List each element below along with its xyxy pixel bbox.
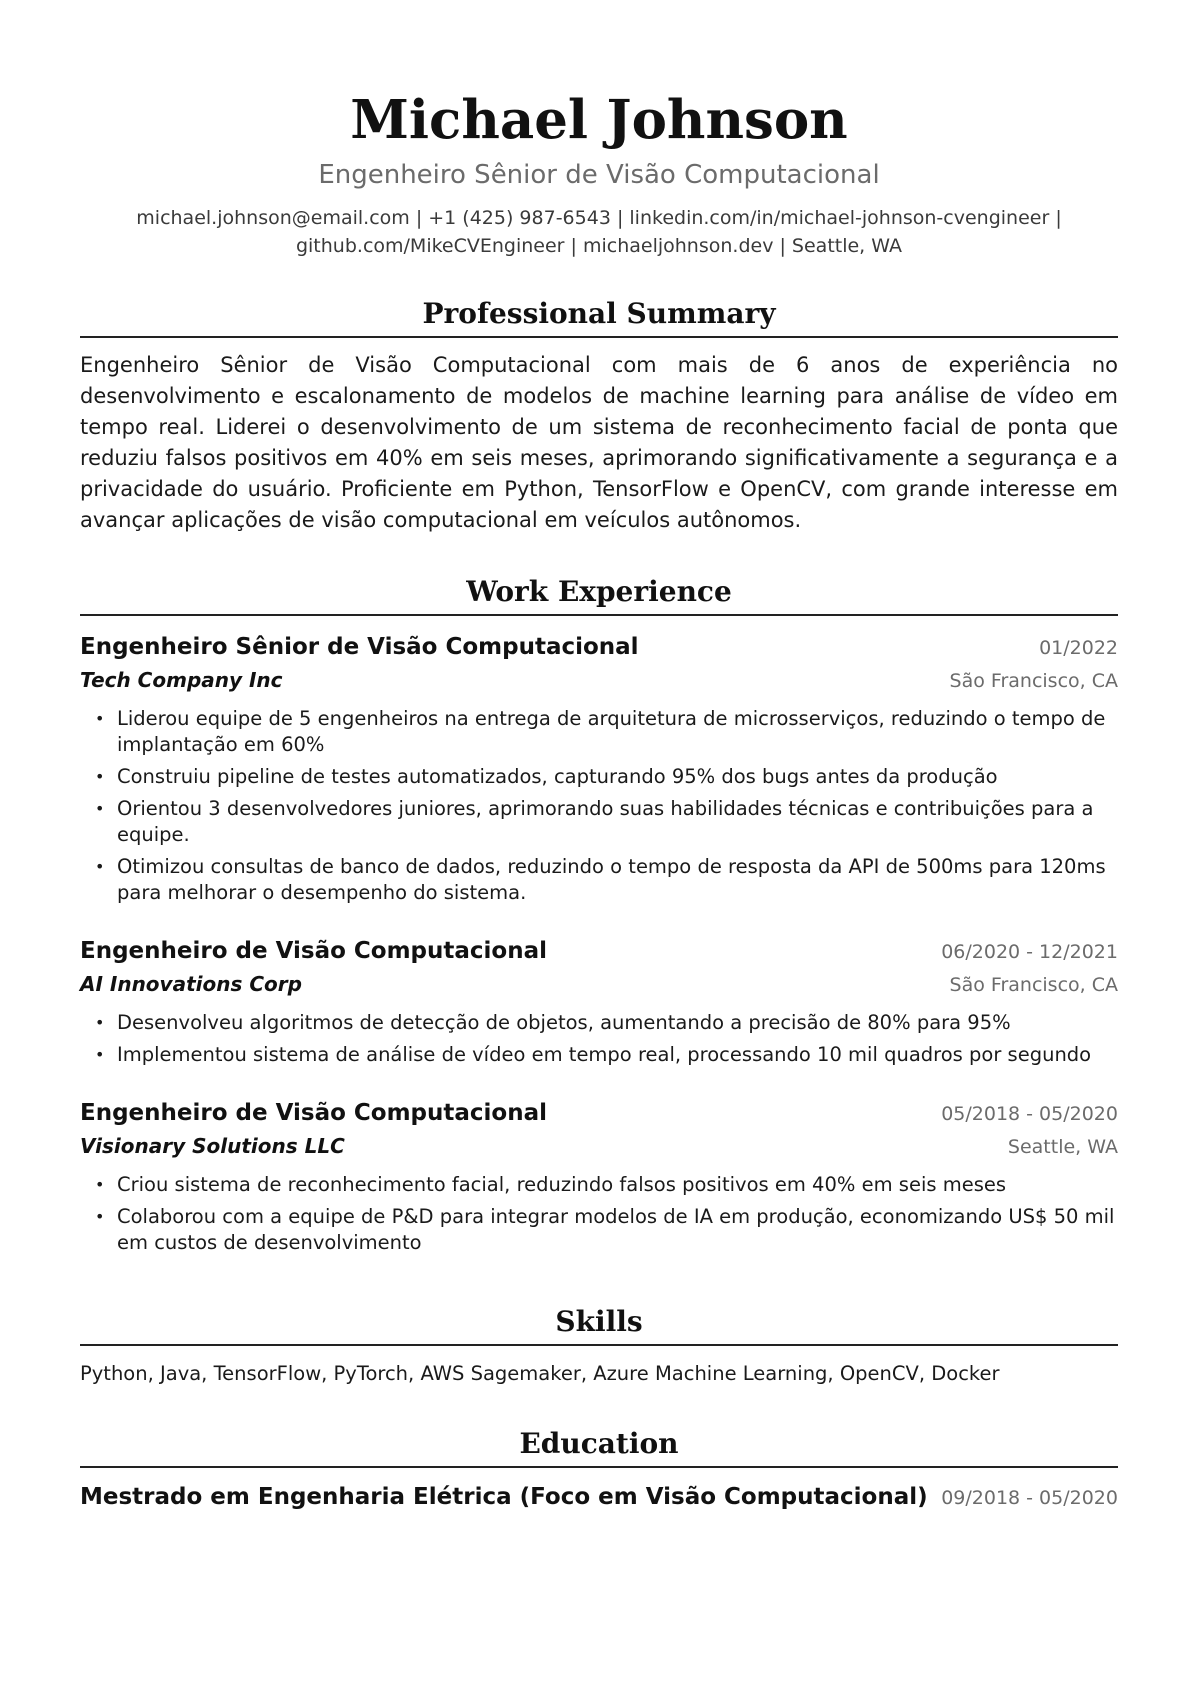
resume-page — [80, 0, 1118, 1514]
job-title: Engenheiro Sênior de Visão Computacional — [80, 634, 639, 660]
contact-line-2: github.com/MikeCVEngineer | michaeljohnson.dev | Seattle, WA — [295, 235, 903, 257]
job-bullet: • Criou sistema de reconhecimento facial, reduzindo falsos positivos em 40% em seis meses — [80, 1172, 1118, 1198]
job-bullets — [80, 706, 1118, 906]
job-bullets — [80, 1172, 1118, 1256]
job-title: Engenheiro de Visão Computacional — [80, 938, 547, 964]
education-entry — [80, 1480, 1118, 1514]
company-name: AI Innovations Corp — [80, 972, 302, 996]
experience-section — [80, 574, 1118, 1256]
job-entry — [80, 1096, 1118, 1256]
job-entry — [80, 630, 1118, 906]
education-heading: Education — [80, 1426, 1118, 1468]
job-location: São Francisco, CA — [949, 670, 1118, 692]
summary-section — [80, 296, 1118, 536]
job-bullet: • Desenvolveu algoritmos de detecção de objetos, aumentando a precisão de 80% para 95% — [80, 1010, 1118, 1036]
job-date: 01/2022 — [1039, 637, 1118, 659]
candidate-name: Michael Johnson — [350, 89, 848, 151]
job-bullet: • Orientou 3 desenvolvedores juniores, aprimorando suas habilidades técnicas e contribuições para a equipe. — [80, 796, 1118, 848]
summary-text: Engenheiro Sênior de Visão Computacional com mais de 6 anos de experiência no desenvolvimento e escalonamento de modelos de machine learning para análise de vídeo em tempo real. Liderei o desenvolvimento de um sistema de reconhecimento facial de ponta que reduziu falsos positivos em 40% em seis meses, aprimorando significativamente a segurança e a privacidade do usuário. Proficiente em Python, TensorFlow e OpenCV, com grande interesse em avançar aplicações de visão computacional em veículos autônomos. — [80, 353, 1118, 532]
skills-heading: Skills — [80, 1304, 1118, 1346]
resume-header — [80, 88, 1118, 260]
job-title: Engenheiro de Visão Computacional — [80, 1100, 547, 1126]
contact-line-1: michael.johnson@email.com | +1 (425) 987-6543 | linkedin.com/in/michael-johnson-cvengineer | — [136, 207, 1062, 229]
job-date: 05/2018 - 05/2020 — [941, 1103, 1118, 1125]
education-date: 09/2018 - 05/2020 — [941, 1487, 1118, 1509]
job-bullet: • Construiu pipeline de testes automatizados, capturando 95% dos bugs antes da produção — [80, 764, 1118, 790]
degree-title: Mestrado em Engenharia Elétrica (Foco em Visão Computacional) — [80, 1484, 928, 1510]
job-bullet: • Colaborou com a equipe de P&D para integrar modelos de IA em produção, economizando US$ 50 mil em custos de desenvolvimento — [80, 1204, 1118, 1256]
job-bullets — [80, 1010, 1118, 1068]
company-name: Visionary Solutions LLC — [80, 1134, 345, 1158]
company-name: Tech Company Inc — [80, 668, 283, 692]
contact-info — [80, 204, 1118, 260]
job-location: São Francisco, CA — [949, 974, 1118, 996]
candidate-headline: Engenheiro Sênior de Visão Computacional — [318, 160, 880, 190]
job-bullet: • Liderou equipe de 5 engenheiros na entrega de arquitetura de microsserviços, reduzindo o tempo de implantação em 60% — [80, 706, 1118, 758]
job-date: 06/2020 - 12/2021 — [941, 941, 1118, 963]
job-bullet: • Otimizou consultas de banco de dados, reduzindo o tempo de resposta da API de 500ms para 120ms para melhorar o desempenho do sistema. — [80, 854, 1118, 906]
skills-list: Python, Java, TensorFlow, PyTorch, AWS Sagemaker, Azure Machine Learning, OpenCV, Docker — [80, 1362, 1000, 1385]
job-entry — [80, 934, 1118, 1068]
job-bullet: • Implementou sistema de análise de vídeo em tempo real, processando 10 mil quadros por segundo — [80, 1042, 1118, 1068]
summary-heading: Professional Summary — [80, 296, 1118, 338]
skills-section — [80, 1304, 1118, 1388]
education-section — [80, 1426, 1118, 1514]
experience-heading: Work Experience — [80, 574, 1118, 616]
job-location: Seattle, WA — [1007, 1136, 1118, 1158]
